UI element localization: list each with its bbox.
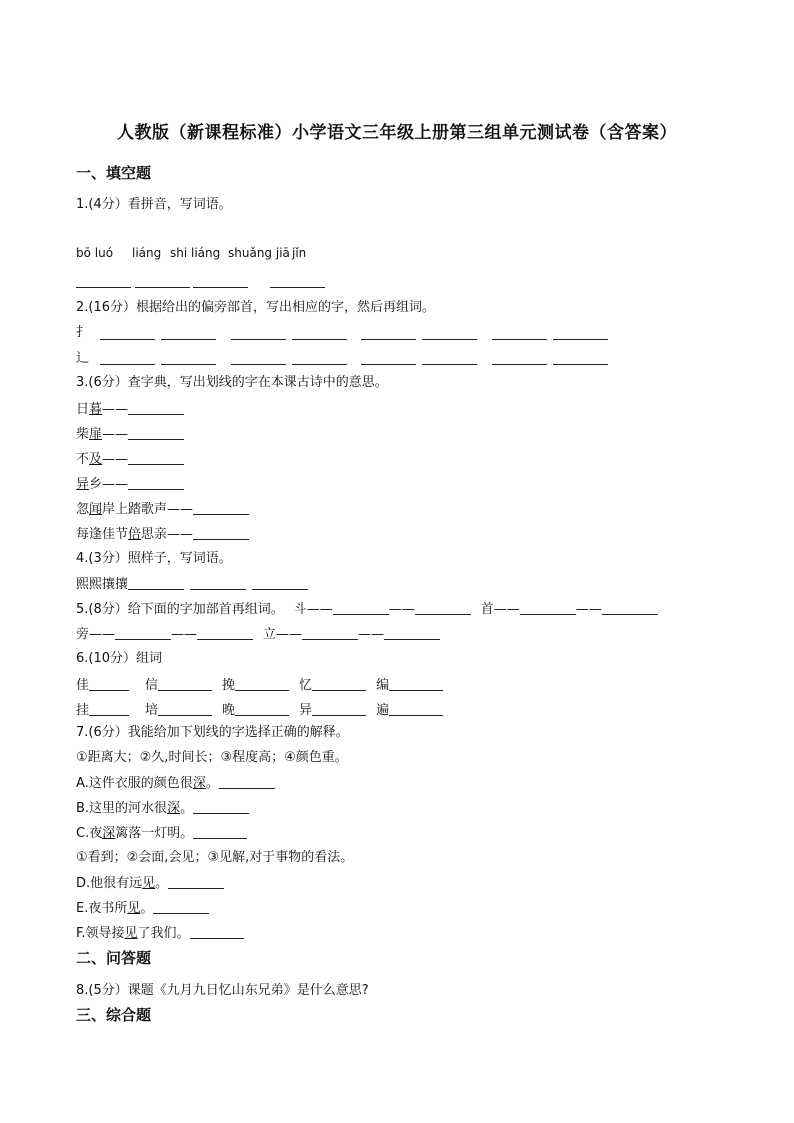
answer-blank[interactable] [89,676,129,691]
answer-blank[interactable] [602,600,658,615]
page-title: 人教版（新课程标准）小学语文三年级上册第三组单元测试卷（含答案） [117,123,677,143]
answer-blank[interactable] [270,287,325,288]
answer-blank[interactable] [193,500,249,515]
radical-hand: 扌 [76,325,90,340]
answer-blank[interactable] [333,600,389,615]
radical-walk: 辶 [76,351,90,366]
answer-blank[interactable] [231,339,286,340]
answer-blank[interactable] [415,600,471,615]
answer-blank[interactable] [197,625,253,640]
q3-item: 每逢佳节倍思亲—— [76,525,249,544]
q7-item-c: C.夜深篱落一灯明。 [76,824,247,843]
answer-blank[interactable] [361,364,416,365]
answer-blank[interactable] [384,625,440,640]
q7-item-a: A.这件衣服的颜色很深。 [76,774,275,793]
q6-row-1: 佳 信 挽 忆 编 [76,676,443,695]
pinyin-1: bō luó [76,246,114,260]
q6-row-2: 挂 培 晚 异 遍 [76,701,443,720]
q3-item: 忽闻岸上踏歌声—— [76,500,249,519]
answer-blank[interactable] [190,575,246,590]
answer-blank[interactable] [422,364,477,365]
answer-blank[interactable] [190,924,244,939]
q3-item: 不及—— [76,450,184,469]
answer-blank[interactable] [161,364,216,365]
question-5-row-2: 旁—— —— 立—— —— [76,625,440,644]
answer-blank[interactable] [312,701,366,716]
answer-blank[interactable] [231,364,286,365]
q7-options-deep: ①距离大；②久,时间长；③程度高；④颜色重。 [76,750,348,765]
answer-blank[interactable] [193,525,249,540]
example-word: 熙熙攘攘 [76,577,129,592]
pinyin-5: jǐn [292,246,307,260]
answer-blank[interactable] [168,874,224,889]
answer-blank[interactable] [219,774,275,789]
answer-blank[interactable] [115,625,171,640]
answer-blank[interactable] [128,475,184,490]
q7-item-e: E.夜书所见。 [76,899,209,918]
answer-blank[interactable] [292,364,347,365]
answer-blank[interactable] [235,701,289,716]
answer-blank[interactable] [292,339,347,340]
answer-blank[interactable] [100,339,155,340]
answer-blank[interactable] [252,575,308,590]
answer-blank[interactable] [389,701,443,716]
question-3-stem: 3.(6分）查字典，写出划线的字在本课古诗中的意思。 [76,375,388,390]
pinyin-4: shuǎng jiā [228,246,290,260]
answer-blank[interactable] [128,425,184,440]
question-1-stem: 1.(4分）看拼音，写词语。 [76,197,232,212]
answer-blank[interactable] [553,364,608,365]
section-heading-fill-in: 一、填空题 [76,164,152,182]
answer-blank[interactable] [135,287,190,288]
q3-item: 柴扉—— [76,425,184,444]
q7-options-see: ①看到；②会面,会见；③见解,对于事物的看法。 [76,850,354,865]
answer-blank[interactable] [128,575,184,590]
answer-blank[interactable] [389,676,443,691]
answer-blank[interactable] [361,339,416,340]
q7-item-b: B.这里的河水很深。 [76,799,249,818]
answer-blank[interactable] [158,701,212,716]
section-heading-comprehensive: 三、综合题 [76,1006,152,1024]
q4-example-row [76,575,308,594]
answer-blank[interactable] [492,364,547,365]
answer-blank[interactable] [193,824,247,839]
pinyin-2: liáng [132,246,162,260]
question-2-stem: 2.(16分）根据给出的偏旁部首，写出相应的字，然后再组词。 [76,300,436,315]
answer-blank[interactable] [520,600,576,615]
question-4-stem: 4.(3分）照样子，写词语。 [76,551,232,566]
q3-item: 异乡—— [76,475,184,494]
answer-blank[interactable] [161,339,216,340]
answer-blank[interactable] [76,287,131,288]
question-7-stem: 7.(6分）我能给加下划线的字选择正确的解释。 [76,725,349,740]
answer-blank[interactable] [312,676,366,691]
answer-blank[interactable] [158,676,212,691]
answer-blank[interactable] [128,450,184,465]
answer-blank[interactable] [89,701,129,716]
answer-blank[interactable] [100,364,155,365]
q7-item-f: F.领导接见了我们。 [76,924,244,943]
answer-blank[interactable] [193,287,248,288]
question-5-stem: 5.(8分）给下面的字加部首再组词。 [76,602,284,617]
answer-blank[interactable] [128,400,184,415]
answer-blank[interactable] [153,899,209,914]
section-heading-qa: 二、问答题 [76,949,152,967]
q7-item-d: D.他很有远见。 [76,874,224,893]
answer-blank[interactable] [492,339,547,340]
answer-blank[interactable] [193,799,249,814]
q3-item: 日暮—— [76,400,184,419]
answer-blank[interactable] [553,339,608,340]
answer-blank[interactable] [302,625,358,640]
answer-blank[interactable] [235,676,289,691]
question-8-stem: 8.(5分）课题《九月九日忆山东兄弟》是什么意思? [76,983,369,998]
question-5-row-1: 5.(8分）给下面的字加部首再组词。 斗—— —— 首—— —— [76,600,658,619]
question-6-stem: 6.(10分）组词 [76,651,163,666]
answer-blank[interactable] [422,339,477,340]
pinyin-3: shi liáng [170,246,221,260]
